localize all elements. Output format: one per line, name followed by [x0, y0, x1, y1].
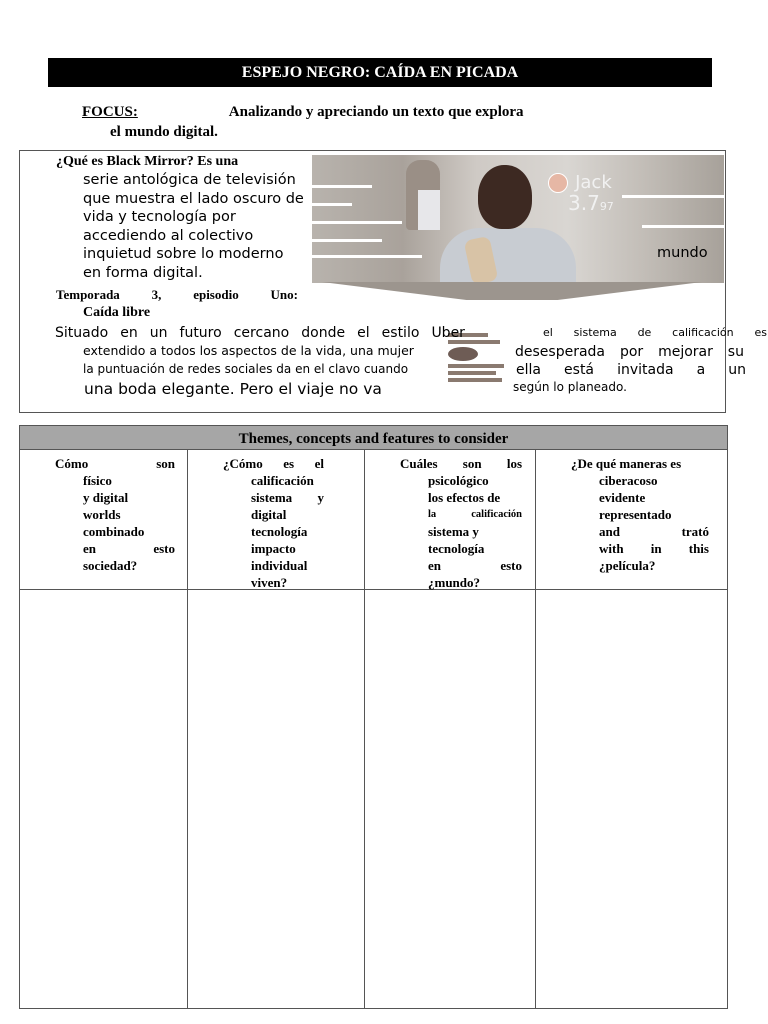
rating-score: 3.797: [568, 191, 614, 215]
description-line: que muestra el lado oscuro de: [83, 190, 304, 207]
question-word: esto: [153, 541, 175, 556]
answer-cell-2[interactable]: [189, 591, 363, 1007]
question-word: evidente: [599, 490, 646, 505]
question-word: los: [506, 456, 522, 471]
avatar-icon: [548, 173, 568, 193]
question-word: in: [650, 541, 662, 556]
answer-cell-1[interactable]: [21, 591, 186, 1007]
question-line: [223, 557, 324, 574]
row-divider: [20, 589, 727, 590]
focus-label: FOCUS:: [82, 104, 138, 120]
word: Situado: [55, 325, 109, 341]
question-word: Cuáles: [400, 456, 438, 471]
question-word: ¿película?: [599, 558, 656, 573]
question-word: y digital: [83, 490, 129, 505]
question-word: esto: [500, 558, 522, 573]
question-word: la: [428, 509, 437, 520]
question-line: [571, 455, 709, 472]
focus-text-continued: el mundo digital.: [110, 124, 218, 140]
person-shirt: [440, 228, 576, 283]
question-line: [223, 523, 324, 540]
word: futuro: [179, 325, 222, 341]
question-line: [571, 489, 709, 506]
word: un: [149, 325, 168, 341]
episode-title: Caída libre: [83, 305, 151, 320]
question-line: [55, 472, 175, 489]
question-word: this: [688, 541, 709, 556]
question-word: ciberacoso: [599, 473, 658, 488]
question-word: tecnología: [428, 541, 485, 556]
question-word: impacto: [251, 541, 296, 556]
word: Temporada: [56, 287, 120, 302]
focus-text: Analizando y apreciando un texto que explora: [228, 104, 524, 120]
question-word: en: [428, 558, 441, 573]
question-line: [400, 574, 522, 591]
column-divider: [535, 449, 536, 1008]
question-word: y: [317, 490, 324, 505]
question-line: [400, 540, 522, 557]
question-word: and: [599, 524, 620, 539]
word: está: [564, 362, 595, 378]
question-line: [400, 455, 522, 472]
description-line: vida y tecnología por: [83, 209, 236, 225]
question-cell-4: [571, 455, 709, 574]
question-word: trató: [681, 524, 709, 539]
question-word: calificación: [251, 473, 314, 488]
question-word: digital: [251, 507, 287, 522]
plot-line-2-right: [515, 344, 744, 360]
question-word: físico: [83, 473, 112, 488]
question-line: [571, 557, 709, 574]
question-line: [55, 455, 175, 472]
question-line: [571, 523, 709, 540]
word: es: [754, 326, 767, 339]
question-word: with: [599, 541, 624, 556]
question-cell-2: [223, 455, 324, 591]
question-line: [223, 455, 324, 472]
column-divider: [187, 449, 188, 1008]
plot-line-3-right: [516, 362, 746, 378]
background-person-apron: [418, 190, 440, 230]
word: un: [728, 362, 746, 378]
word: a: [696, 362, 706, 378]
question-line: [223, 506, 324, 523]
word: episodio: [193, 287, 239, 302]
word: invitada: [617, 362, 674, 378]
question-word: sociedad?: [83, 558, 138, 573]
word: donde: [301, 325, 346, 341]
answer-cell-4[interactable]: [537, 591, 726, 1007]
word: ella: [516, 362, 541, 378]
question-line: [400, 506, 522, 523]
question-word: sistema y: [428, 524, 479, 539]
question-line: [400, 523, 522, 540]
question-word: psicológico: [428, 473, 489, 488]
question-word: son: [156, 456, 175, 471]
answer-cell-3[interactable]: [366, 591, 534, 1007]
question-line: [400, 489, 522, 506]
question-word: el: [314, 456, 324, 471]
question-line: [55, 489, 175, 506]
word: en: [120, 325, 138, 341]
question-line: [223, 472, 324, 489]
intro-question: ¿Qué es Black Mirror? Es una: [56, 154, 239, 169]
question-line: [223, 540, 324, 557]
question-line: [55, 557, 175, 574]
question-word: representado: [599, 507, 672, 522]
question-line: [400, 557, 522, 574]
description-line: inquietud sobre lo moderno: [83, 246, 284, 262]
table-heading: Themes, concepts and features to consider: [20, 426, 727, 450]
question-word: ¿Cómo: [223, 456, 263, 471]
plot-line-3: la puntuación de redes sociales da en el clavo cuando: [83, 362, 409, 376]
question-word: viven?: [251, 575, 288, 590]
question-line: [571, 472, 709, 489]
question-line: [55, 523, 175, 540]
word: su: [727, 344, 744, 360]
question-line: [571, 540, 709, 557]
plot-line-1-right: [543, 326, 767, 339]
question-line: [571, 506, 709, 523]
word: el: [357, 325, 370, 341]
question-word: tecnología: [251, 524, 308, 539]
description-line: serie antológica de televisión: [83, 172, 296, 188]
season-line: [56, 287, 298, 303]
question-word: individual: [251, 558, 308, 573]
question-word: ¿De qué maneras es: [571, 456, 682, 471]
word: estilo: [381, 325, 420, 341]
question-line: [55, 540, 175, 557]
focus-line: [82, 104, 524, 121]
word: mejorar: [658, 344, 713, 360]
rating-name: Jack: [575, 172, 612, 193]
worksheet-title: ESPEJO NEGRO: CAÍDA EN PICADA: [48, 58, 712, 87]
question-word: es: [283, 456, 295, 471]
rating-overlay: [548, 172, 614, 215]
description-line: en forma digital.: [83, 264, 203, 281]
question-word: son: [462, 456, 482, 471]
question-word: worlds: [83, 507, 121, 522]
column-divider: [364, 449, 365, 1008]
question-line: [223, 489, 324, 506]
word: de: [637, 326, 652, 339]
question-word: los efectos de: [428, 490, 501, 505]
person-face: [478, 165, 532, 229]
question-word: combinado: [83, 524, 145, 539]
word: por: [619, 344, 644, 360]
description-tail: mundo: [657, 245, 708, 261]
word: Uber: [431, 325, 465, 341]
word: calificación: [672, 326, 734, 339]
question-line: [223, 574, 324, 591]
thumbnail-image: [448, 333, 506, 403]
word: 3,: [151, 287, 162, 302]
question-cell-3: [400, 455, 522, 591]
word: Uno:: [270, 287, 298, 302]
description-line: accediendo al colectivo: [83, 227, 254, 244]
plot-line-1: [55, 325, 465, 341]
question-line: [55, 506, 175, 523]
question-word: en: [83, 541, 96, 556]
question-word: calificación: [471, 509, 522, 520]
question-cell-1: [55, 455, 175, 574]
word: cercano: [233, 325, 290, 341]
plot-line-2: extendido a todos los aspectos de la vida, una mujer: [83, 343, 414, 358]
question-word: ¿mundo?: [428, 575, 481, 590]
question-word: sistema: [251, 490, 293, 505]
plot-line-4-right: según lo planeado.: [513, 380, 627, 394]
word: desesperada: [515, 344, 606, 360]
series-description: [83, 171, 327, 282]
question-line: [400, 472, 522, 489]
plot-line-4: una boda elegante. Pero el viaje no va: [84, 380, 382, 398]
word: el: [543, 326, 553, 339]
question-word: Cómo: [55, 456, 89, 471]
word: sistema: [573, 326, 617, 339]
